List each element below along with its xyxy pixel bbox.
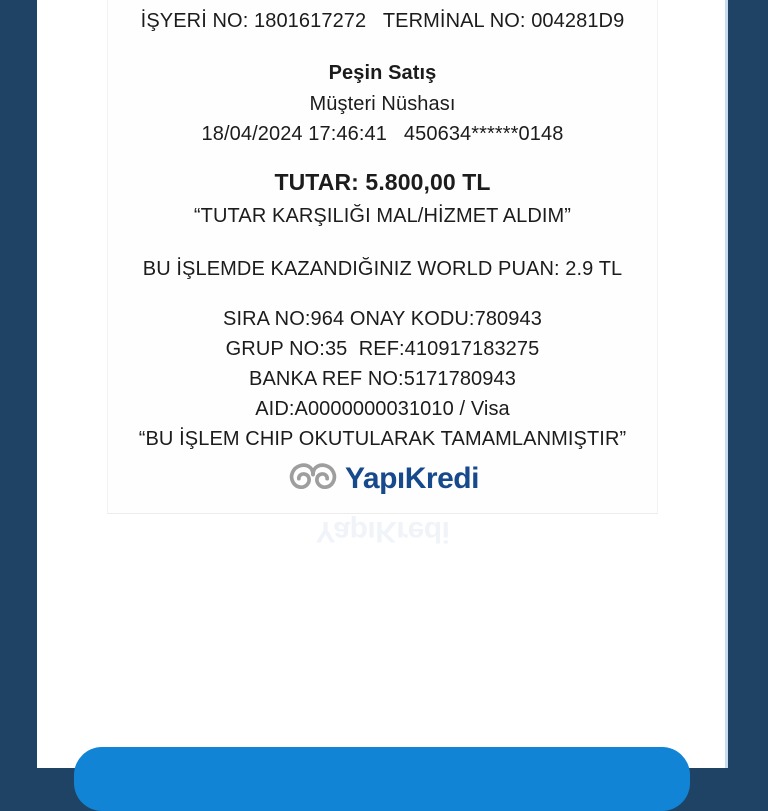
ram-horns-icon — [286, 459, 340, 500]
amount-disclaimer: “TUTAR KARŞILIĞI MAL/HİZMET ALDIM” — [193, 205, 572, 227]
chip-confirmation-line: “BU İŞLEM CHIP OKUTULARAK TAMAMLANMIŞTIR” — [138, 428, 627, 450]
aid-line: AID:A0000000031010 / Visa — [255, 398, 510, 420]
logo-reflection: YapıKredi — [315, 515, 450, 548]
yapikredi-logo-text: YapıKredi — [345, 462, 479, 495]
customer-copy-label: Müşteri Nüshası — [309, 93, 456, 115]
sira-onay-line: SIRA NO:964 ONAY KODU:780943 — [223, 308, 542, 330]
transaction-type-label: Peşin Satış — [328, 62, 437, 84]
content-panel — [37, 0, 728, 768]
world-puan-line: BU İŞLEMDE KAZANDIĞINIZ WORLD PUAN: 2.9 TL — [142, 258, 623, 280]
grup-ref-line: GRUP NO:35 REF:410917183275 — [225, 338, 540, 360]
yapikredi-logo — [108, 458, 657, 500]
banka-ref-line: BANKA REF NO:5171780943 — [249, 368, 516, 390]
amount-line: TUTAR: 5.800,00 TL — [274, 169, 491, 195]
scroll-indicator — [725, 0, 728, 768]
receipt-image — [107, 0, 658, 514]
primary-action-button[interactable] — [74, 747, 690, 811]
merchant-terminal-line: İŞYERİ NO: 1801617272 TERMİNAL NO: 004281D9 — [140, 10, 625, 32]
datetime-card-line: 18/04/2024 17:46:41 450634******0148 — [201, 123, 564, 145]
